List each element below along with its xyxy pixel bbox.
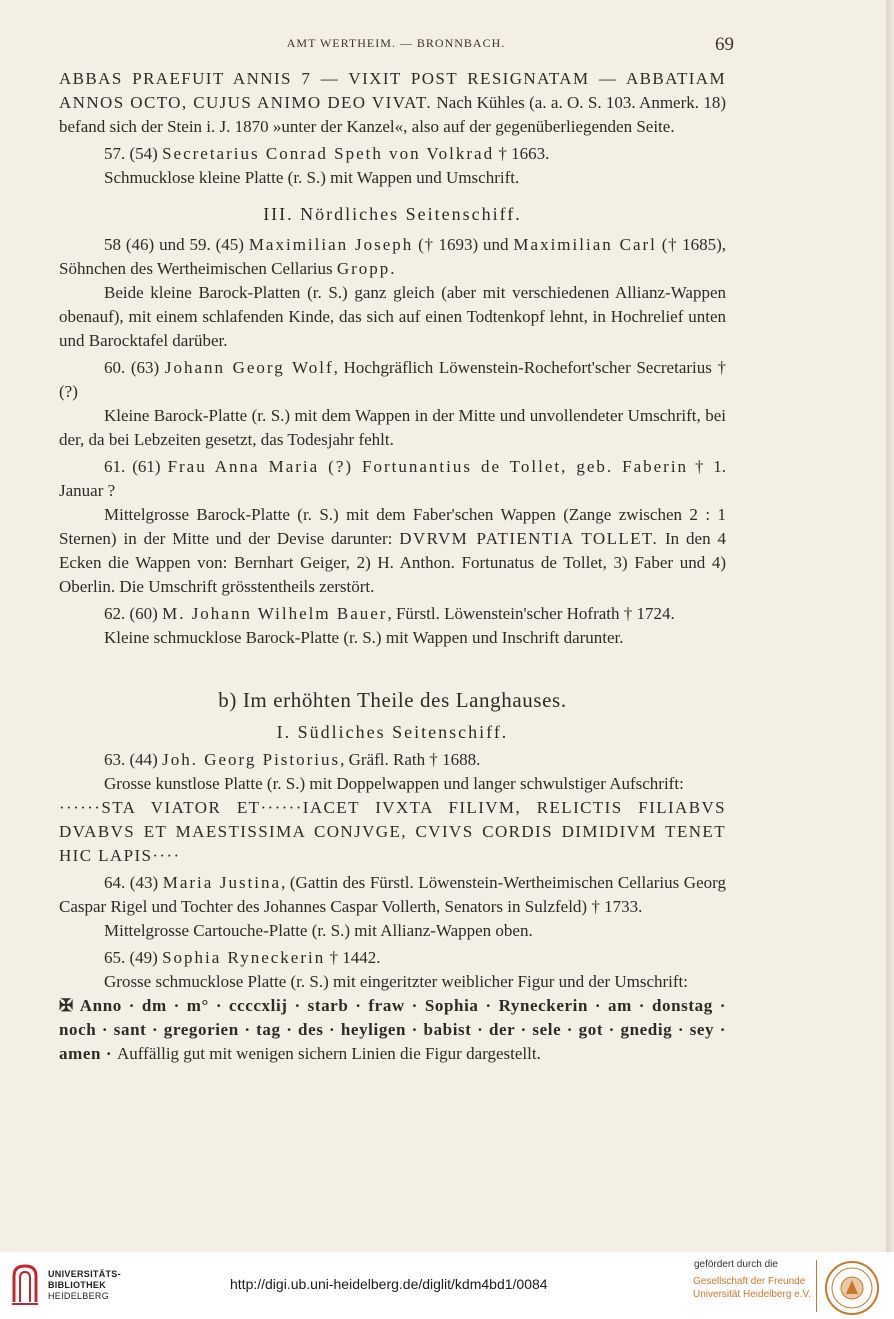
entry-58-59: 58 (46) und 59. (45) Maximilian Joseph († 1693) und Maximilian Carl († 1685), Söhnchen des Wertheimischen Cellarius Gropp. — [59, 235, 727, 278]
entry-58-59-description: Beide kleine Barock-Platten (r. S.) ganz gleich (aber mit verschiedenen Allianz-Wappen obenauf), mit einem schlafenden Kinde, das sich auf einen Todtenkopf lehnt, in Hochrelief unten und Barocktafel darüber. — [59, 283, 726, 350]
entry-57-name: Secretarius Conrad Speth von Volkrad — [162, 144, 495, 163]
ub-heidelberg-logo-icon[interactable] — [10, 1262, 40, 1306]
entry-63: 63. (44) Joh. Georg Pistorius, Gräfl. Rath † 1688. — [104, 750, 481, 769]
funder-name[interactable]: Gesellschaft der Freunde Universität Heidelberg e.V. — [693, 1276, 812, 1300]
running-head: AMT WERTHEIM. — BRONNBACH. — [286, 36, 506, 50]
university-seal-icon[interactable] — [824, 1260, 880, 1316]
page-number: 69 — [715, 34, 734, 55]
footer-divider — [816, 1260, 817, 1312]
entry-65-description: Grosse schmucklose Platte (r. S.) mit eingeritzter weiblicher Figur und der Umschrift: — [104, 972, 689, 991]
paragraph-inscription-end: ABBAS PRAEFUIT ANNIS 7 — VIXIT POST RESIGNATAM — ABBATIAM ANNOS OCTO, CUJUS ANIMO DEO VIVAT. Nach Kühles (a. a. O. S. 103. Anmerk. 18) befand sich der Stein i. J. 1870 »unter der Kanzel«, also auf der gegenüberliegenden Seite. — [59, 69, 726, 136]
entry-57: 57. (54) Secretarius Conrad Speth von Volkrad † 1663. — [104, 144, 550, 163]
entry-62: 62. (60) M. Johann Wilhelm Bauer, Fürstl. Löwenstein'scher Hofrath † 1724. — [104, 604, 675, 623]
part-heading-b: b) Im erhöhten Theile des Langhauses. — [218, 688, 567, 712]
footer-bar — [0, 1252, 894, 1319]
entry-60: 60. (63) Johann Georg Wolf, Hochgräflich Löwenstein-Rochefort'scher Secretarius † (?) — [59, 358, 726, 401]
section-heading-III: III. Nördliches Seitenschiff. — [263, 204, 522, 224]
blackletter-inscription: ✠ Anno · dm · m° · ccccxlij · starb · fraw · Sophia · Ryneckerin · am · donstag · noch · sant · gregorien · tag · des · heyligen · babist · der · sele · got · gnedig · sey · amen · — [59, 996, 726, 1063]
entry-64: 64. (43) Maria Justina, (Gattin des Fürstl. Löwenstein-Wertheimischen Cellarius Georg Caspar Rigel und Tochter des Johannes Caspar Vollerth, Senators in Sulzfeld) † 1733. — [59, 873, 726, 916]
entry-62-description: Kleine schmucklose Barock-Platte (r. S.) mit Wappen und Inschrift darunter. — [104, 628, 624, 647]
entry-57-description: Schmucklose kleine Platte (r. S.) mit Wappen und Umschrift. — [104, 168, 520, 187]
permalink-url[interactable]: http://digi.ub.uni-heidelberg.de/diglit/kdm4bd1/0084 — [230, 1276, 548, 1292]
entry-65-inscription: ✠ Anno · dm · m° · ccccxlij · starb · fraw · Sophia · Ryneckerin · am · donstag · noch · sant · gregorien · tag · des · heyligen · babist · der · sele · got · gnedig · sey · amen · Auffällig gut mit wenigen sichern Linien die Figur dargestellt. — [59, 996, 726, 1063]
section-heading-I: I. Südliches Seitenschiff. — [276, 722, 509, 742]
page-edge — [886, 0, 894, 1252]
motto: DVRVM PATIENTIA TOLLET. — [399, 529, 659, 548]
inscription-caps: ABBAS PRAEFUIT ANNIS 7 — VIXIT POST RESIGNATAM — ABBATIAM ANNOS OCTO, CUJUS ANIMO DEO VIVAT. — [59, 69, 726, 112]
entry-60-description: Kleine Barock-Platte (r. S.) mit dem Wappen in der Mitte und unvollendeter Umschrift, bei der, da bei Lebzeiten gesetzt, das Todesjahr fehlt. — [59, 406, 726, 449]
funded-by-label: gefördert durch die — [694, 1259, 778, 1270]
entry-61-description: Mittelgrosse Barock-Platte (r. S.) mit dem Faber'schen Wappen (Zange zwischen 2 : 1 Sternen) in der Mitte und der Devise darunter: DVRVM PATIENTIA TOLLET. In den 4 Ecken die Wappen von: Bernhart Geiger, 2) H. Anthon. Fortunatus de Tollet, 3) Faber und 4) Oberlin. Die Umschrift grösstentheils zerstört. — [59, 505, 726, 596]
entry-64-description: Mittelgrosse Cartouche-Platte (r. S.) mit Allianz-Wappen oben. — [104, 921, 533, 940]
page-body — [59, 67, 726, 1066]
entry-65: 65. (49) Sophia Ryneckerin † 1442. — [104, 948, 381, 967]
entry-63-inscription: ······STA VIATOR ET······IACET IVXTA FILIVM, RELICTIS FILIABVS DVABVS ET MAESTISSIMA CONJVGE, CVIVS CORDIS DIMIDIVM TENET HIC LAPIS···· — [59, 798, 726, 865]
library-name[interactable]: UNIVERSITÄTS- BIBLIOTHEK HEIDELBERG — [48, 1269, 121, 1301]
entry-63-description: Grosse kunstlose Platte (r. S.) mit Doppelwappen und langer schwulstiger Aufschrift: — [104, 774, 684, 793]
entry-61: 61. (61) Frau Anna Maria (?) Fortunantius de Tollet, geb. Faberin † 1. Januar ? — [59, 457, 727, 500]
